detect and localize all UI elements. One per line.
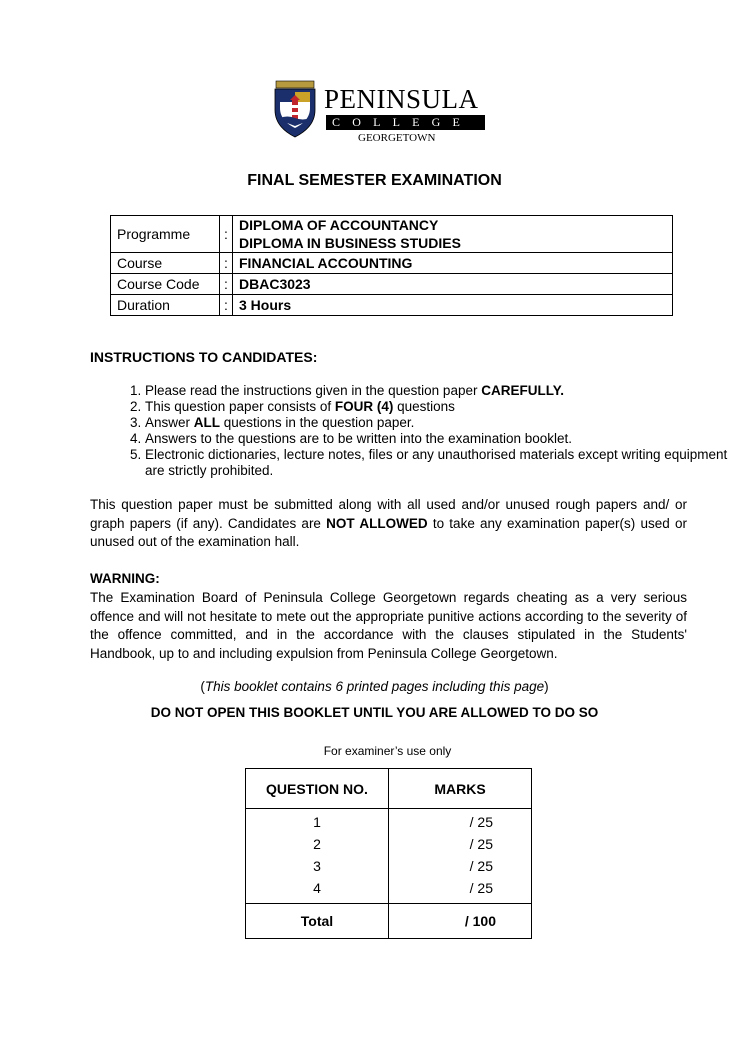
separator: : bbox=[220, 253, 233, 274]
course-value: FINANCIAL ACCOUNTING bbox=[233, 253, 673, 274]
programme-value-line-2: DIPLOMA IN BUSINESS STUDIES bbox=[239, 235, 461, 251]
course-code-value: DBAC3023 bbox=[233, 274, 673, 295]
instruction-emphasis: ALL bbox=[193, 415, 221, 430]
question-marks: / 25 bbox=[389, 809, 532, 834]
examiner-caption: For examiner’s use only bbox=[323, 744, 452, 758]
instruction-text: questions bbox=[393, 399, 455, 414]
instruction-text: Please read the instructions given in the question paper bbox=[145, 383, 482, 398]
instruction-item bbox=[145, 415, 745, 431]
submission-paragraph bbox=[90, 496, 687, 552]
programme-label: Programme bbox=[111, 216, 220, 253]
college-crest-icon bbox=[272, 80, 318, 138]
submission-text: This question paper must be submitted along with all used and/or unused rough papers and/ or graph papers (if any). Candidates are bbox=[90, 497, 687, 531]
warning-paragraph: The Examination Board of Peninsula College Georgetown regards cheating as a very serious offence and will not hesitate to mete out the appropriate punitive actions according to the severity of the offence committed, and in the accordance with the clauses stipulated in the Students' Handbook, up to and including expulsion from Peninsula College Georgetown. bbox=[90, 590, 687, 661]
instruction-text: Electronic dictionaries, lecture notes, files or any unauthorised materials except writing equipment are strictly prohibited. bbox=[145, 447, 728, 478]
instructions-list bbox=[90, 383, 745, 479]
separator: : bbox=[220, 216, 233, 253]
instruction-text: Answers to the questions are to be written into the examination booklet. bbox=[145, 431, 572, 446]
instruction-item bbox=[145, 399, 745, 415]
marks-row bbox=[246, 833, 532, 855]
question-number: 1 bbox=[246, 809, 389, 834]
booklet-page-note bbox=[0, 679, 749, 694]
question-marks: / 25 bbox=[389, 855, 532, 877]
programme-row bbox=[111, 216, 673, 253]
marks-row bbox=[246, 877, 532, 904]
course-row bbox=[111, 253, 673, 274]
submission-emphasis: NOT ALLOWED bbox=[326, 515, 428, 531]
warning-heading: WARNING: bbox=[90, 571, 160, 586]
paren: ) bbox=[544, 679, 549, 694]
logo-college-banner: COLLEGE bbox=[326, 115, 485, 130]
total-marks: / 100 bbox=[389, 904, 532, 939]
instructions-heading: INSTRUCTIONS TO CANDIDATES: bbox=[90, 349, 318, 365]
booklet-note-text: This booklet contains 6 printed pages including this page bbox=[204, 679, 545, 694]
question-marks: / 25 bbox=[389, 877, 532, 904]
question-marks: / 25 bbox=[389, 833, 532, 855]
instruction-item bbox=[145, 447, 745, 479]
instruction-text: Answer bbox=[145, 415, 194, 430]
question-number: 2 bbox=[246, 833, 389, 855]
marks-row bbox=[246, 809, 532, 834]
logo-wordmark: PENINSULA bbox=[324, 84, 479, 114]
separator: : bbox=[220, 274, 233, 295]
marks-table bbox=[245, 768, 532, 939]
course-info-table bbox=[110, 215, 673, 316]
question-number: 4 bbox=[246, 877, 389, 904]
logo-city: GEORGETOWN bbox=[358, 132, 436, 144]
marks-header-row bbox=[246, 769, 532, 809]
course-code-row bbox=[111, 274, 673, 295]
instruction-item bbox=[145, 383, 745, 399]
instruction-item bbox=[145, 431, 745, 447]
do-not-open-notice: DO NOT OPEN THIS BOOKLET UNTIL YOU ARE ALLOWED TO DO SO bbox=[150, 705, 599, 720]
course-label: Course bbox=[111, 253, 220, 274]
instruction-text: questions in the question paper. bbox=[220, 415, 415, 430]
programme-value bbox=[233, 216, 673, 253]
programme-value-line-1: DIPLOMA OF ACCOUNTANCY bbox=[239, 217, 439, 233]
college-logo bbox=[272, 80, 492, 146]
duration-value: 3 Hours bbox=[233, 295, 673, 316]
total-label: Total bbox=[246, 904, 389, 939]
marks-header: MARKS bbox=[389, 769, 532, 809]
submission-text: to take any examination paper(s) used or unused out of the examination hall. bbox=[90, 515, 688, 549]
duration-row bbox=[111, 295, 673, 316]
instruction-text: This question paper consists of bbox=[145, 399, 335, 414]
duration-label: Duration bbox=[111, 295, 220, 316]
question-no-header: QUESTION NO. bbox=[246, 769, 389, 809]
course-code-label: Course Code bbox=[111, 274, 220, 295]
exam-title: FINAL SEMESTER EXAMINATION bbox=[247, 172, 502, 189]
question-number: 3 bbox=[246, 855, 389, 877]
separator: : bbox=[220, 295, 233, 316]
total-row bbox=[246, 904, 532, 939]
paren: ( bbox=[200, 679, 205, 694]
marks-row bbox=[246, 855, 532, 877]
instruction-emphasis: FOUR (4) bbox=[334, 399, 394, 414]
instruction-emphasis: CAREFULLY. bbox=[481, 383, 564, 398]
